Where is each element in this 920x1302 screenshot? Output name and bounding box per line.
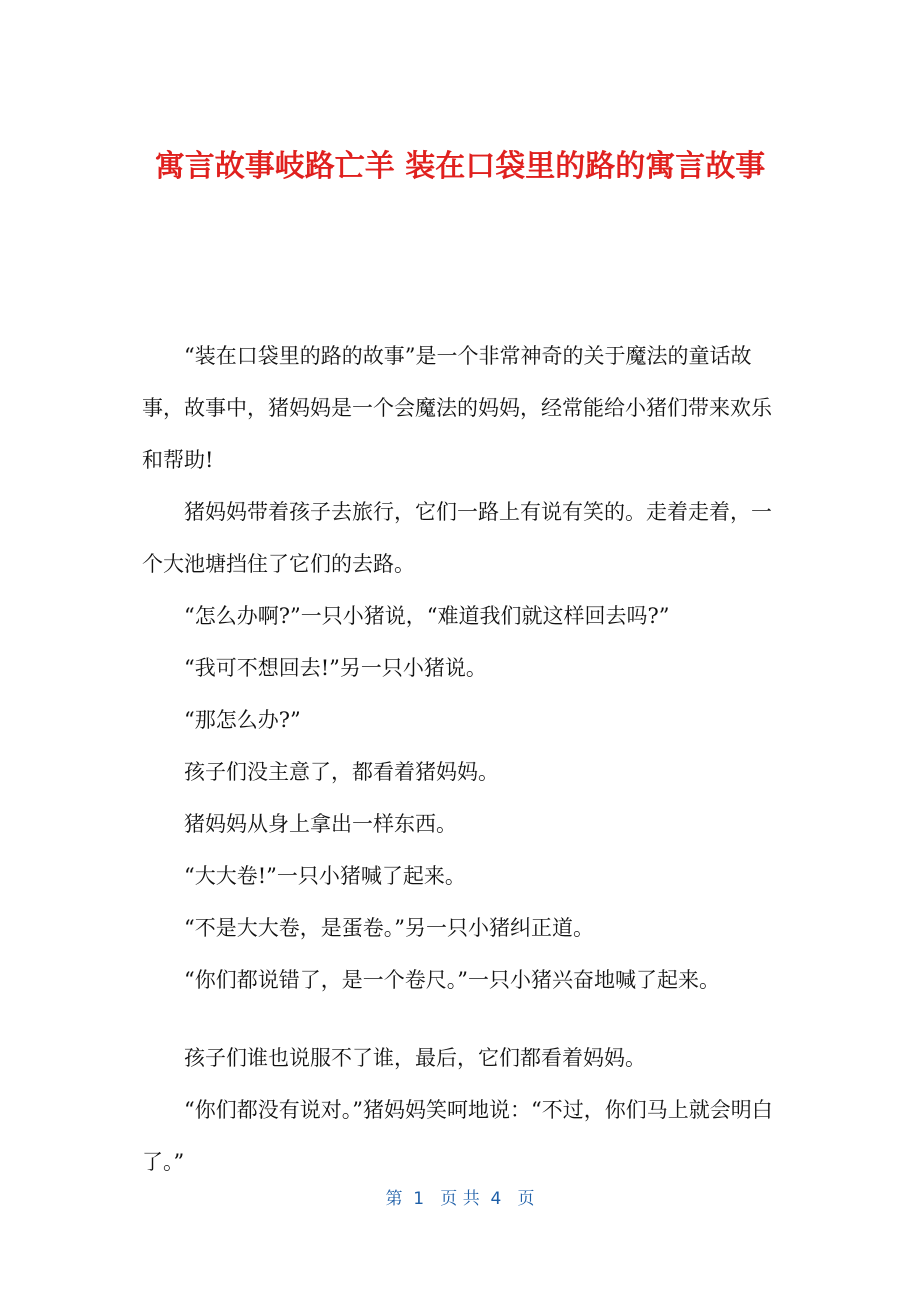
- paragraph: “大大卷!”一只小猪喊了起来。: [184, 864, 466, 888]
- document-body: [142, 330, 792, 1188]
- paragraph: “那怎么办?”: [184, 708, 301, 732]
- paragraph: 孩子们没主意了，都看着猪妈妈。: [184, 760, 499, 784]
- paragraph: “你们都说错了，是一个卷尺。”一只小猪兴奋地喊了起来。: [184, 968, 720, 992]
- paragraph: “装在口袋里的路的故事”是一个非常神奇的关于魔法的童话故事，故事中，猪妈妈是一个会魔法的妈妈，经常能给小猪们带来欢乐和帮助!: [142, 344, 772, 472]
- paragraph: 猪妈妈从身上拿出一样东西。: [184, 812, 457, 836]
- document-title: 寓言故事岐路亡羊 装在口袋里的路的寓言故事: [154, 149, 766, 184]
- paragraph: “怎么办啊?”一只小猪说，“难道我们就这样回去吗?”: [184, 604, 670, 628]
- paragraph: “我可不想回去!”另一只小猪说。: [184, 656, 487, 680]
- paragraph: 猪妈妈带着孩子去旅行，它们一路上有说有笑的。走着走着，一个大池塘挡住了它们的去路。: [142, 500, 772, 576]
- paragraph-spacer: [142, 1006, 792, 1032]
- paragraph: “你们都没有说对。”猪妈妈笑呵地说：“不过，你们马上就会明白了。”: [142, 1098, 773, 1174]
- page-number-footer: 第 1 页 共 4 页: [385, 1189, 535, 1209]
- paragraph: 孩子们谁也说服不了谁，最后，它们都看着妈妈。: [184, 1046, 646, 1070]
- paragraph: “不是大大卷，是蛋卷。”另一只小猪纠正道。: [184, 916, 594, 940]
